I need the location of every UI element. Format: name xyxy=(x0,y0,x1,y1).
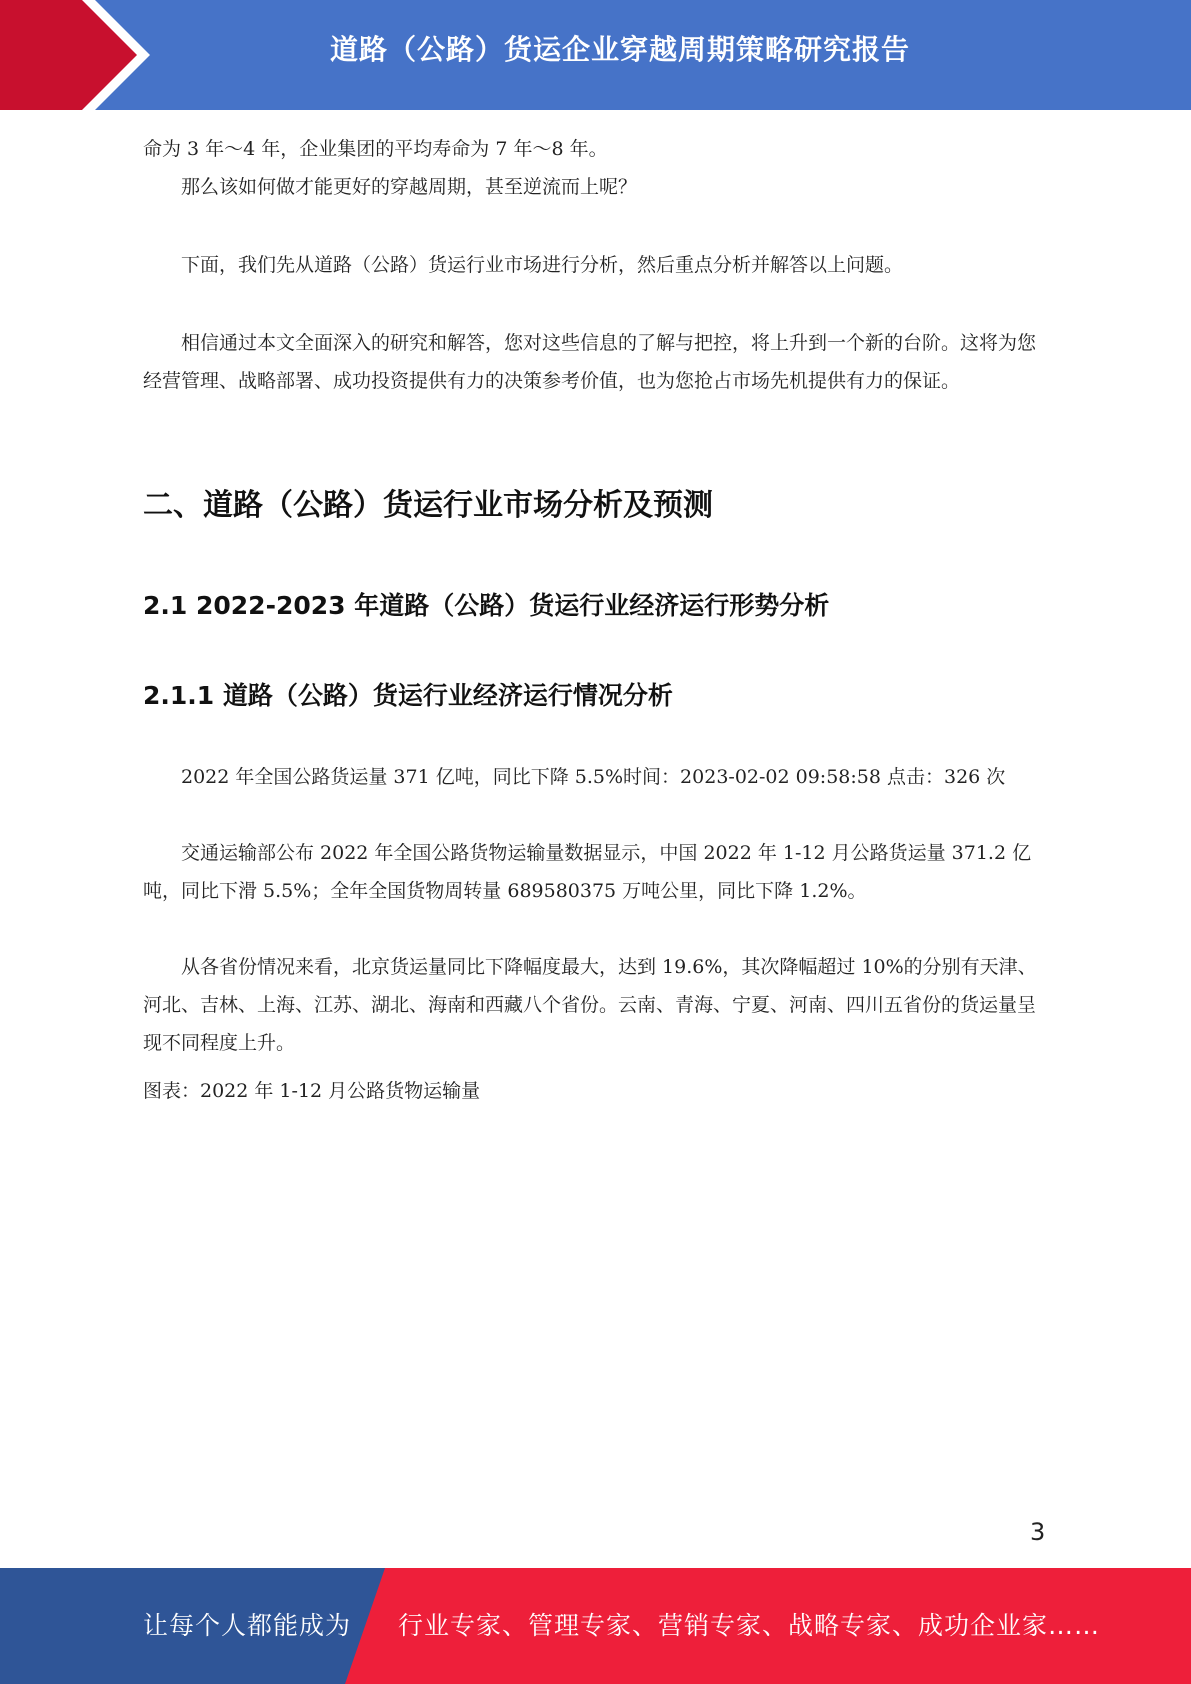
footer-slogan-left: 让每个人都能成为 xyxy=(143,1611,352,1640)
report-title: 道路（公路）货运企业穿越周期策略研究报告 xyxy=(329,33,910,66)
paragraph-lifespan: 命为 3 年～4 年，企业集团的平均寿命为 7 年～8 年。 xyxy=(143,138,608,160)
chart-caption: 图表：2022 年 1-12 月公路货物运输量 xyxy=(143,1080,481,1102)
subsection-heading: 2.1 2022-2023 年道路（公路）货运行业经济运行形势分析 xyxy=(143,591,830,620)
header-banner xyxy=(0,0,1191,110)
paragraph-value: 相信通过本文全面深入的研究和解答，您对这些信息的了解与把控，将上升到一个新的台阶。这将为您经营管理、战略部署、成功投资提供有力的决策参考价值，也为您抢占市场先机提供有力的保证。 xyxy=(143,332,1037,392)
section-heading: 二、道路（公路）货运行业市场分析及预测 xyxy=(143,488,713,523)
footer-banner xyxy=(0,1568,1191,1684)
paragraph-intro: 下面，我们先从道路（公路）货运行业市场进行分析，然后重点分析并解答以上问题。 xyxy=(181,254,904,276)
page-number: 3 xyxy=(1030,1518,1046,1546)
paragraph-news-line: 2022 年全国公路货运量 371 亿吨，同比下降 5.5%时间：2023-02-02 09:58:58 点击：326 次 xyxy=(181,766,1006,788)
paragraph-provinces: 从各省份情况来看，北京货运量同比下降幅度最大，达到 19.6%，其次降幅超过 10%的分别有天津、河北、吉林、上海、江苏、湖北、海南和西藏八个省份。云南、青海、宁夏、河南、四川五省份的货运量呈现不同程度上升。 xyxy=(143,956,1037,1054)
paragraph-ministry-data: 交通运输部公布 2022 年全国公路货物运输量数据显示，中国 2022 年 1-12 月公路货运量 371.2 亿吨，同比下滑 5.5%；全年全国货物周转量 689580375 万吨公里，同比下降 1.2%。 xyxy=(143,842,1032,902)
header-arrow-decoration xyxy=(0,0,160,110)
subsubsection-heading: 2.1.1 道路（公路）货运行业经济运行情况分析 xyxy=(143,681,673,710)
footer-slogan-right: 行业专家、管理专家、营销专家、战略专家、成功企业家…… xyxy=(398,1611,1101,1640)
paragraph-question: 那么该如何做才能更好的穿越周期，甚至逆流而上呢？ xyxy=(181,176,638,198)
